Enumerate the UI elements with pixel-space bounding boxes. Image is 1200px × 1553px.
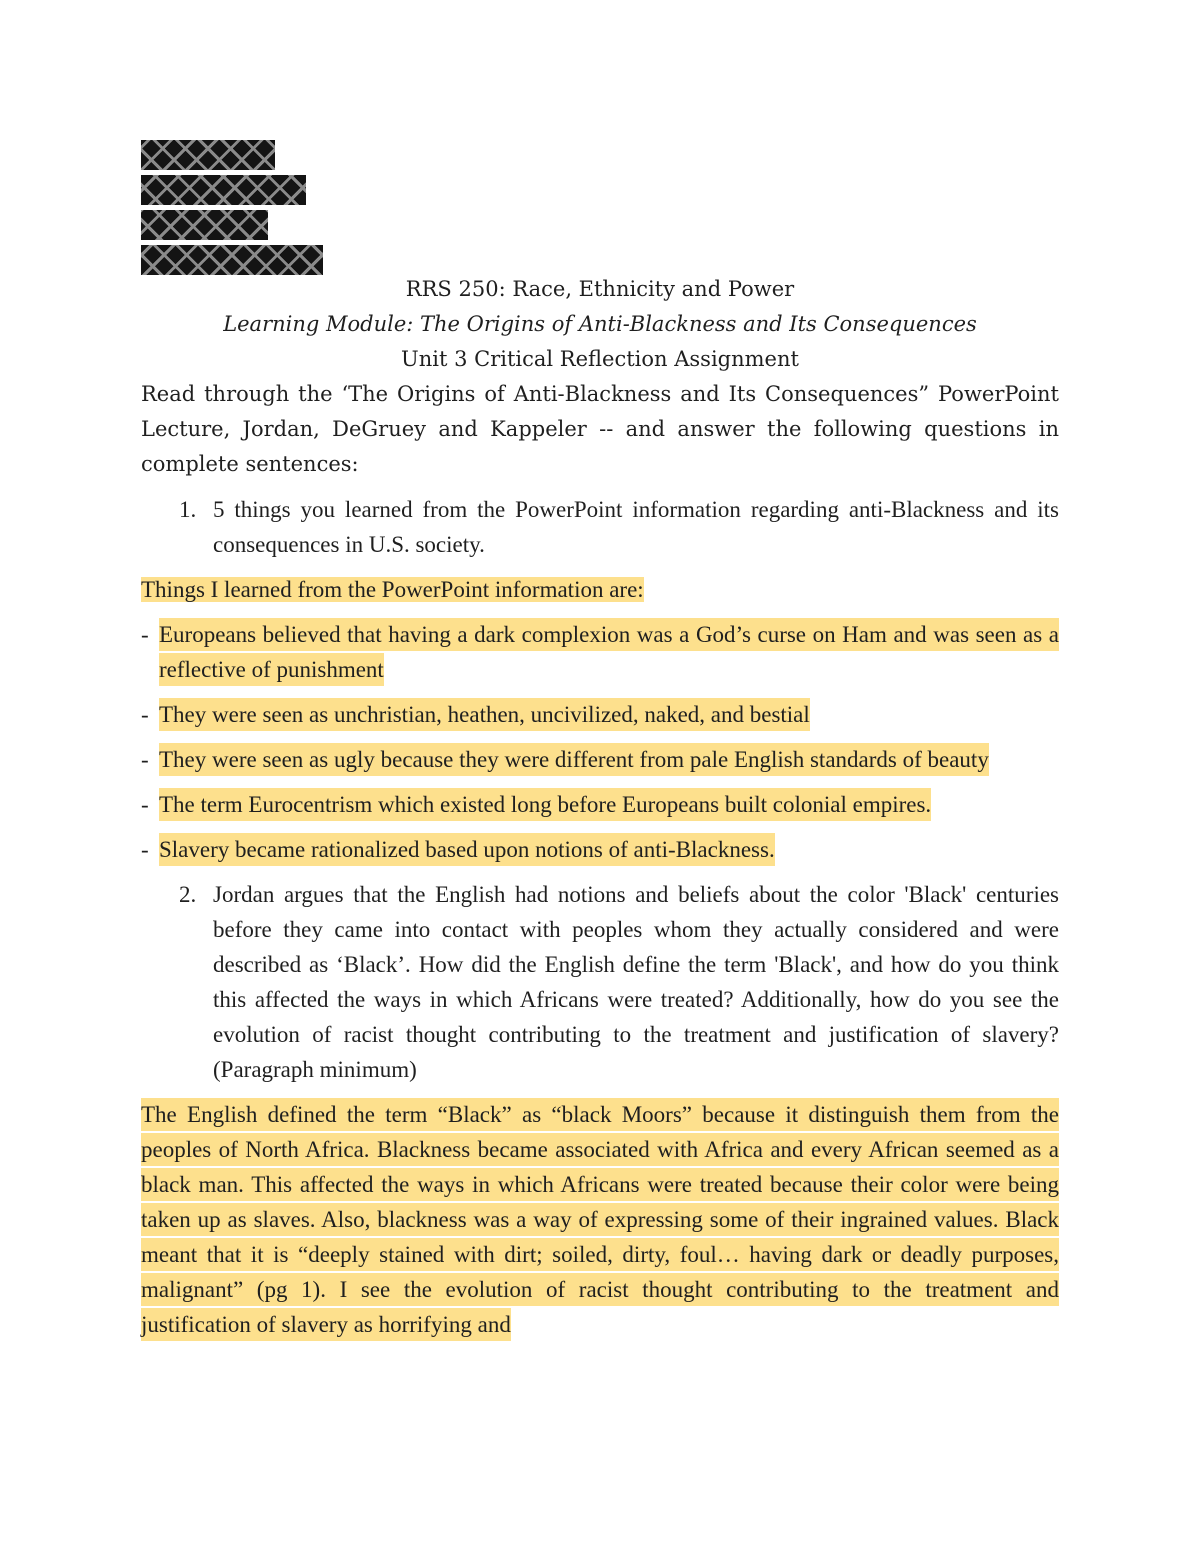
redaction-bar — [141, 210, 268, 240]
module-title: Learning Module: The Origins of Anti-Blackness and Its Consequences — [223, 312, 977, 336]
question-text: 5 things you learned from the PowerPoint information regarding anti-Blackness and its consequences in U.S. society. — [213, 497, 1059, 557]
highlighted-text: Europeans believed that having a dark complexion was a God’s curse on Ham and was seen as a reflective of punishment — [159, 618, 1059, 686]
answer-2-paragraph — [141, 1097, 1059, 1342]
highlighted-text: The English defined the term “Black” as “black Moors” because it distinguish them from the peoples of North Africa. Blackness became associated with Africa and every African seemed as a black man. This affected the ways in which Africans were treated because their color were being taken up as slaves. Also, blackness was a way of expressing some of their ingrained values. Black meant that it is “deeply stained with dirt; soiled, dirty, foul… having dark or deadly purposes, malignant” (pg 1). I see the evolution of racist thought contributing to the treatment and justification of slavery as horrifying and — [141, 1098, 1059, 1341]
highlighted-text: They were seen as ugly because they were different from pale English standards of beauty — [159, 743, 989, 776]
answer-1-lead — [141, 572, 1059, 607]
highlighted-text: Things I learned from the PowerPoint information are: — [141, 577, 644, 602]
list-item — [141, 832, 1059, 867]
redaction-bar — [141, 245, 323, 275]
course-title: RRS 250: Race, Ethnicity and Power — [405, 277, 795, 301]
question-2 — [141, 877, 1059, 1087]
highlighted-text: The term Eurocentrism which existed long before Europeans built colonial empires. — [159, 788, 931, 821]
assignment-title: Unit 3 Critical Reflection Assignment — [401, 347, 799, 371]
question-1 — [141, 492, 1059, 562]
redacted-block — [141, 140, 1059, 275]
list-item — [141, 697, 1059, 732]
bullet-mark: - — [141, 747, 149, 772]
list-item — [141, 742, 1059, 777]
question-number: 1. — [179, 497, 197, 522]
list-item — [141, 617, 1059, 687]
question-text: Jordan argues that the English had notions and beliefs about the color 'Black' centuries before they came into contact with peoples whom they actually considered and were described as ‘Black’. How did the English define the term 'Black', and how do you think this affected the ways in which Africans were treated? Additionally, how do you see the evolution of racist thought contributing to the treatment and justification of slavery? (Paragraph minimum) — [213, 882, 1059, 1082]
redaction-bar — [141, 175, 306, 205]
redaction-bar — [141, 140, 275, 170]
instructions: Read through the ‘The Origins of Anti-Blackness and Its Consequences” PowerPoint Lecture, Jordan, DeGruey and Kappeler -- and answer the following questions in complete sentences: — [141, 382, 1059, 476]
highlighted-text: Slavery became rationalized based upon notions of anti-Blackness. — [159, 833, 775, 866]
bullet-mark: - — [141, 702, 149, 727]
document-page — [141, 140, 1059, 1342]
bullet-mark: - — [141, 837, 149, 862]
question-number: 2. — [179, 882, 197, 907]
list-item — [141, 787, 1059, 822]
highlighted-text: They were seen as unchristian, heathen, uncivilized, naked, and bestial — [159, 698, 810, 731]
bullet-mark: - — [141, 622, 149, 647]
answer-1-list — [141, 617, 1059, 867]
bullet-mark: - — [141, 792, 149, 817]
document-header — [141, 272, 1059, 377]
